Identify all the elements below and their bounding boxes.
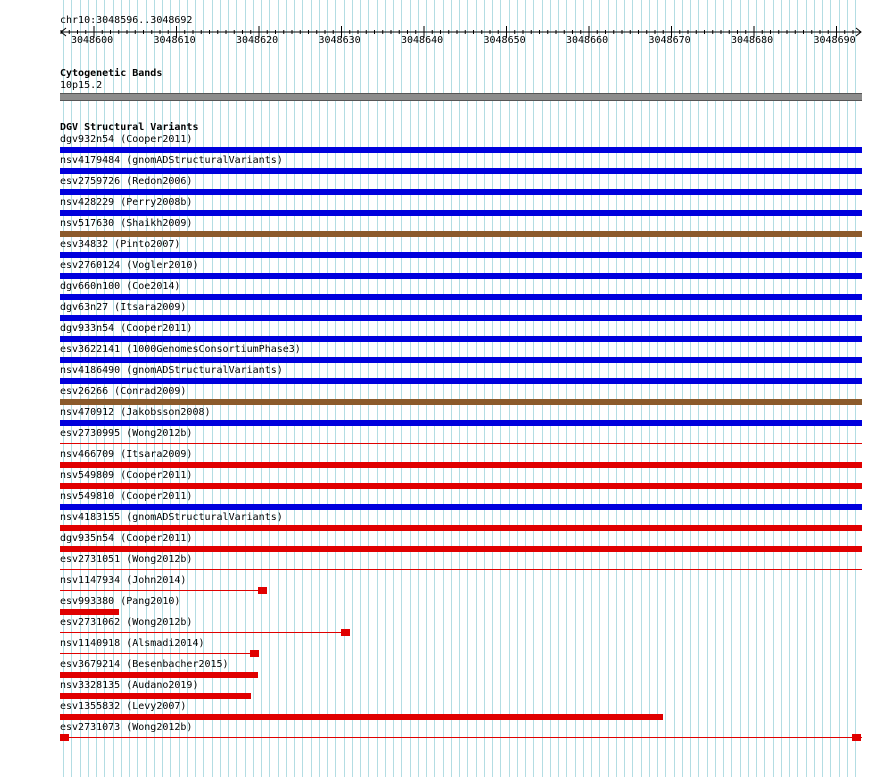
variant-bar[interactable] [60,693,251,699]
grid-line [533,0,534,777]
grid-line [855,0,856,777]
variant-label[interactable]: nsv4179484 (gnomADStructuralVariants) [60,155,283,166]
grid-line [542,0,543,777]
grid-line [715,0,716,777]
grid-line [550,0,551,777]
variant-bar[interactable] [60,420,862,426]
dgv-track-title: DGV Structural Variants [60,122,199,133]
grid-line [789,0,790,777]
variant-bar[interactable] [258,587,267,594]
variant-bar[interactable] [60,609,119,615]
grid-line [509,0,510,777]
grid-line [443,0,444,777]
variant-label[interactable]: esv3622141 (1000GenomesConsortiumPhase3) [60,344,301,355]
variant-bar[interactable] [60,189,862,195]
variant-label[interactable]: nsv3328135 (Audano2019) [60,680,199,691]
ruler-tick-label: 3048630 [318,35,361,46]
variant-label[interactable]: nsv1147934 (John2014) [60,575,187,586]
variant-bar[interactable] [60,462,862,468]
variant-label[interactable]: dgv932n54 (Cooper2011) [60,134,193,145]
variant-label[interactable]: esv2731062 (Wong2012b) [60,617,193,628]
grid-line [434,0,435,777]
variant-bar[interactable] [60,483,862,489]
grid-line [806,0,807,777]
grid-line [690,0,691,777]
grid-line [385,0,386,777]
grid-line [847,0,848,777]
variant-label[interactable]: dgv660n100 (Coe2014) [60,281,181,292]
variant-bar[interactable] [60,210,862,216]
variant-bar[interactable] [60,734,69,741]
grid-line [682,0,683,777]
variant-bar[interactable] [60,294,862,300]
grid-line [822,0,823,777]
variant-label[interactable]: esv1355832 (Levy2007) [60,701,187,712]
variant-bar[interactable] [341,629,350,636]
grid-line [484,0,485,777]
variant-label[interactable]: nsv466709 (Itsara2009) [60,449,193,460]
variant-label[interactable]: esv2731051 (Wong2012b) [60,554,193,565]
grid-line [764,0,765,777]
ruler-tick-label: 3048610 [153,35,196,46]
variant-label[interactable]: esv2730995 (Wong2012b) [60,428,193,439]
variant-label[interactable]: nsv549810 (Cooper2011) [60,491,193,502]
grid-line [756,0,757,777]
grid-line [294,0,295,777]
grid-line [335,0,336,777]
grid-line [401,0,402,777]
variant-bar[interactable] [60,336,862,342]
variant-bar[interactable] [60,168,862,174]
grid-line [665,0,666,777]
variant-label[interactable]: esv3679214 (Besenbacher2015) [60,659,229,670]
grid-line [748,0,749,777]
grid-line [500,0,501,777]
grid-line [591,0,592,777]
variant-label[interactable]: esv2760124 (Vogler2010) [60,260,199,271]
grid-line [360,0,361,777]
grid-line [261,0,262,777]
grid-line [319,0,320,777]
grid-line [830,0,831,777]
grid-line [236,0,237,777]
grid-line [731,0,732,777]
ruler-tick-label: 3048670 [648,35,691,46]
grid-line [624,0,625,777]
variant-label[interactable]: nsv4183155 (gnomADStructuralVariants) [60,512,283,523]
variant-bar[interactable] [60,315,862,321]
grid-line [641,0,642,777]
grid-line [723,0,724,777]
ruler-tick-label: 3048650 [483,35,526,46]
ruler-tick-label: 3048600 [71,35,114,46]
variant-label[interactable]: nsv1140918 (Alsmadi2014) [60,638,205,649]
cytoband-track-title: Cytogenetic Bands [60,68,163,79]
grid-line [245,0,246,777]
grid-line [352,0,353,777]
grid-line [467,0,468,777]
grid-line [583,0,584,777]
grid-line [253,0,254,777]
grid-line [327,0,328,777]
grid-line [649,0,650,777]
variant-bar[interactable] [60,737,862,738]
grid-line [575,0,576,777]
variant-label[interactable]: nsv428229 (Perry2008b) [60,197,193,208]
variant-bar[interactable] [60,357,862,363]
variant-bar[interactable] [60,504,862,510]
grid-line [525,0,526,777]
ruler-tick-label: 3048680 [731,35,774,46]
variant-label[interactable]: dgv933n54 (Cooper2011) [60,323,193,334]
grid-line [269,0,270,777]
grid-line [599,0,600,777]
grid-line [311,0,312,777]
grid-line [459,0,460,777]
variant-label[interactable]: nsv517630 (Shaikh2009) [60,218,193,229]
variant-bar[interactable] [60,252,862,258]
variant-bar[interactable] [60,590,258,591]
grid-line [657,0,658,777]
grid-line [476,0,477,777]
grid-line [393,0,394,777]
variant-label[interactable]: esv26266 (Conrad2009) [60,386,187,397]
grid-line [797,0,798,777]
variant-label[interactable]: nsv4186490 (gnomADStructuralVariants) [60,365,283,376]
grid-line [632,0,633,777]
grid-line [698,0,699,777]
variant-bar[interactable] [60,525,862,531]
grid-line [302,0,303,777]
variant-bar[interactable] [60,231,862,237]
ruler-tick-label: 3048660 [566,35,609,46]
variant-label[interactable]: esv2731073 (Wong2012b) [60,722,193,733]
grid-line [418,0,419,777]
ruler-tick-label: 3048620 [236,35,279,46]
variant-label[interactable]: esv2759726 (Redon2006) [60,176,193,187]
grid-line [674,0,675,777]
variant-bar[interactable] [60,653,250,654]
grid-line [344,0,345,777]
variant-bar[interactable] [250,650,259,657]
variant-bar[interactable] [60,273,862,279]
cytoband-label: 10p15.2 [60,80,103,91]
variant-label[interactable]: esv993380 (Pang2010) [60,596,181,607]
variant-bar[interactable] [60,378,862,384]
grid-line [616,0,617,777]
variant-bar[interactable] [60,443,862,444]
grid-line [566,0,567,777]
grid-line [426,0,427,777]
variant-label[interactable]: esv34832 (Pinto2007) [60,239,181,250]
grid-line [773,0,774,777]
variant-bar[interactable] [60,569,862,570]
cytoband-bar[interactable] [60,93,862,101]
grid-line [707,0,708,777]
variant-bar[interactable] [60,672,258,678]
grid-line [377,0,378,777]
grid-line [740,0,741,777]
grid-line [410,0,411,777]
grid-line [814,0,815,777]
grid-line [781,0,782,777]
variant-bar[interactable] [852,734,861,741]
variant-label[interactable]: nsv470912 (Jakobsson2008) [60,407,211,418]
position-ruler[interactable] [0,0,890,60]
grid-line [368,0,369,777]
range-label: chr10:3048596..3048692 [60,15,193,26]
grid-line [608,0,609,777]
ruler-tick-label: 3048640 [401,35,444,46]
variant-bar[interactable] [60,147,862,153]
grid-line [492,0,493,777]
grid-line [839,0,840,777]
variant-bar[interactable] [60,714,663,720]
variant-bar[interactable] [60,632,341,633]
variant-bar[interactable] [60,399,862,405]
variant-label[interactable]: nsv549809 (Cooper2011) [60,470,193,481]
grid-line [517,0,518,777]
variant-bar[interactable] [60,546,862,552]
grid-line [286,0,287,777]
ruler-tick-label: 3048690 [813,35,856,46]
grid-line [558,0,559,777]
grid-line [451,0,452,777]
grid-line [278,0,279,777]
variant-label[interactable]: dgv63n27 (Itsara2009) [60,302,187,313]
variant-label[interactable]: dgv935n54 (Cooper2011) [60,533,193,544]
